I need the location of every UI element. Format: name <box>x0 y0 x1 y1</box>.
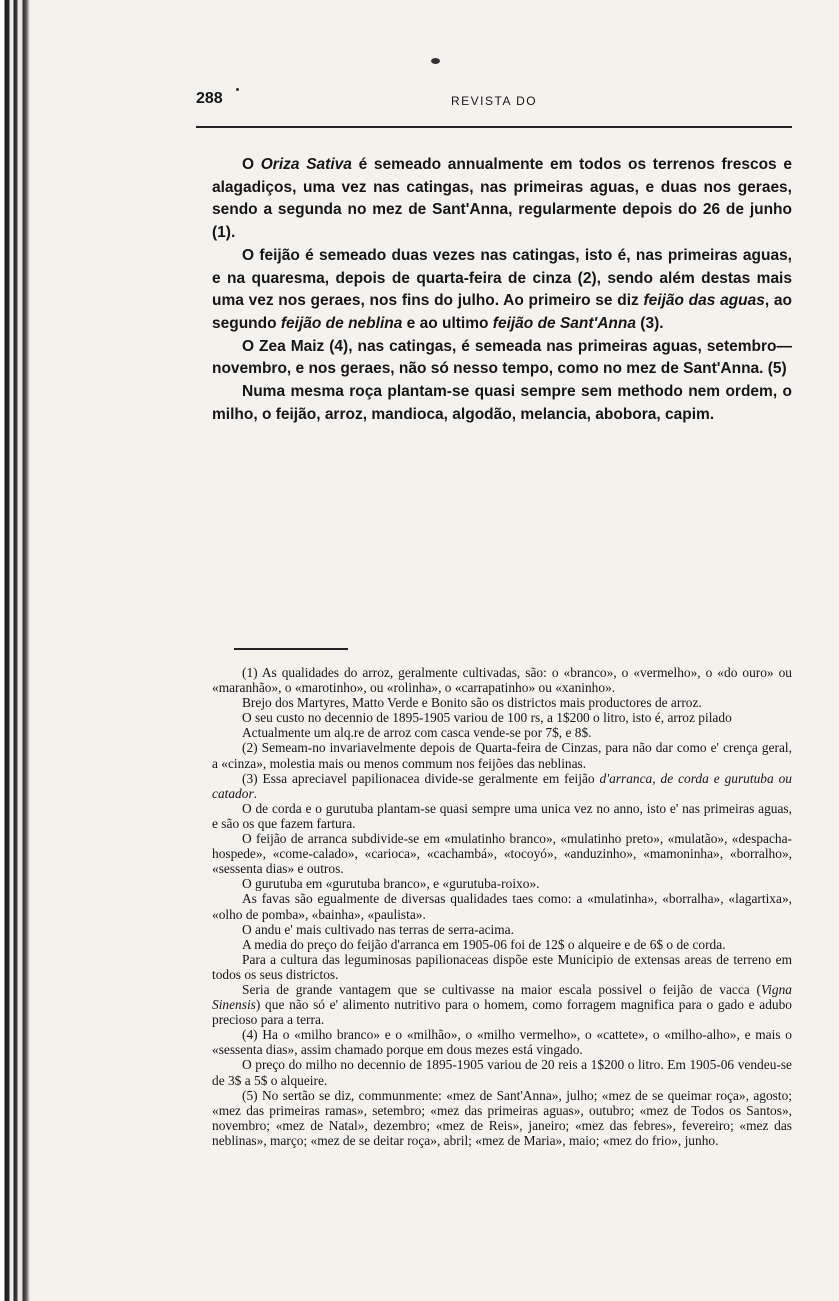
footnote-paragraph <box>212 801 792 831</box>
text-run: O de corda e o gurutuba plantam-se quasi sempre uma unica vez no anno, isto e' nas primeiras aguas, e são os que fazem fartura. <box>212 800 792 831</box>
page-header <box>196 90 796 112</box>
text-run: O preço do milho no decennio de 1895-1905 variou de 20 reis a 1$200 o litro. Em 1905-06 vendeu-se de 3$ a 5$ o alqueire. <box>212 1057 792 1088</box>
footnote-paragraph <box>212 665 792 695</box>
text-run: Brejo dos Martyres, Matto Verde e Bonito são os districtos mais productores de arroz. <box>242 695 702 711</box>
footnote-paragraph <box>212 922 792 937</box>
footnote-paragraph <box>212 1057 792 1087</box>
italic-run: Oriza Sativa <box>260 156 352 173</box>
text-run: Para a cultura das leguminosas papilionaceas dispõe este Municipio de extensas areas de terreno em todos os seus districtos. <box>212 951 792 982</box>
text-run: O feijão é semeado duas vezes nas catingas, isto é, nas primeiras aguas, e na quaresma, depois de quarta-feira de cinza (2), sendo além destas mais uma vez nos geraes, nos fins do julho. Ao primeiro se diz <box>212 246 792 310</box>
footnote-paragraph <box>212 982 792 1027</box>
body-paragraph <box>212 245 792 336</box>
book-binding-edge <box>0 0 34 1301</box>
ink-speck <box>431 58 440 64</box>
footnote-paragraph <box>212 1088 792 1148</box>
text-run: (2) Semeam-no invariavelmente depois de Quarta-feira de Cinzas, para não dar como e' crença geral, a «cinza», molestia mais ou menos commum nos feijões das neblinas. <box>212 740 792 771</box>
page-number: 288 <box>196 90 223 107</box>
footnote-paragraph <box>212 695 792 710</box>
footnote-paragraph <box>212 891 792 921</box>
footnote-paragraph <box>212 1027 792 1057</box>
body-text <box>212 154 792 426</box>
italic-run: feijão de Sant'Anna <box>492 314 636 332</box>
text-run: O feijão de arranca subdivide-se em «mulatinho branco», «mulatinho preto», «mulatão», «despacha-hospede», «come-calado», «carioca», «cachambá», «tocoyó», «anduzinho», «mamoninha», «borralho», «sessenta dias» e outros. <box>212 831 792 877</box>
text-run: Seria de grande vantagem que se cultivasse na maior escala possivel o feijão de vacca ( <box>242 981 761 997</box>
footnote-paragraph <box>212 952 792 982</box>
body-paragraph <box>212 381 792 426</box>
text-run: Numa mesma roça plantam-se quasi sempre sem methodo nem ordem, o milho, o feijão, arroz, mandioca, algodão, melancia, abobora, capim. <box>212 383 792 423</box>
text-run: O andu e' mais cultivado nas terras de serra-acima. <box>242 921 514 937</box>
text-run: O gurutuba em «gurutuba branco», e «gurutuba-roixo». <box>242 876 540 892</box>
text-run: (5) No sertão se diz, communmente: «mez de Sant'Anna», julho; «mez de se queimar roça», agosto; «mez das primeiras ramas», setembro; «mez das primeiras aguas», outubro; «mez de Todos os Santos», novembro; «mez de Natal», dezembro; «mez de Reis», janeiro; «mez das febres», fevereiro; «mez das neblinas», março; «mez de se deitar roça», abril; «mez de Maria», maio; «mez do frio», junho. <box>212 1087 792 1148</box>
body-paragraph <box>212 154 792 245</box>
text-run: O Zea Maiz (4), nas catingas, é semeada nas primeiras aguas, setembro—novembro, e nos geraes, não só nesso tempo, como no mez de Sant'Anna. (5) <box>212 337 792 378</box>
footnotes <box>212 665 792 1148</box>
footnote-paragraph <box>212 710 792 725</box>
italic-run: feijão das aguas <box>643 292 765 310</box>
footnote-paragraph <box>212 831 792 876</box>
text-run: O <box>242 156 261 173</box>
text-run: ) que não só e' alimento nutritivo para o homem, como forragem magnifica para o gado e adubo precioso para a terra. <box>212 997 792 1028</box>
text-run: , ao segundo <box>212 292 793 332</box>
text-run: (3). <box>636 314 664 332</box>
footnote-paragraph <box>212 740 792 770</box>
text-run: (4) Ha o «milho branco» e o «milhão», o «milho vermelho», o «cattete», o «milho-alho», e mais o «sessenta dias», assim chamado porque em dous mezes está vingado. <box>212 1027 792 1058</box>
text-run: . <box>253 785 258 801</box>
text-run: (3) Essa apreciavel papilionacea divide-se geralmente em feijão <box>242 770 600 786</box>
italic-run: feijão de neblina <box>280 314 403 332</box>
text-run: Actualmente um alq.re de arroz com casca vende-se por 7$, e 8$. <box>242 725 592 741</box>
footnote-paragraph <box>212 725 792 740</box>
footnote-separator <box>234 648 348 650</box>
text-run: é semeado annualmente em todos os terrenos frescos e alagadiços, uma vez nas catingas, nas primeiras aguas, e duas nos geraes, sendo a segunda no mez de Sant'Anna, regularmente depois do 26 de junho (1). <box>212 156 792 242</box>
text-run: e ao ultimo <box>402 314 493 332</box>
header-rule <box>196 126 792 128</box>
footnote-paragraph <box>212 876 792 891</box>
text-run: As favas são egualmente de diversas qualidades taes como: a «mulatinha», «borralha», «lagartixa», «olho de pomba», «bainha», «paulista». <box>212 891 792 922</box>
text-run: (1) As qualidades do arroz, geralmente cultivadas, são: o «branco», o «vermelho», o «do ouro» ou «maranhão», o «marotinho», ou «rolinha», o «carrapatinho» ou «xaninho». <box>212 665 792 696</box>
italic-run: Vigna Sinensis <box>212 981 792 1013</box>
footnote-paragraph <box>212 771 792 801</box>
body-paragraph <box>212 336 792 381</box>
text-run: A media do preço do feijão d'arranca em 1905-06 foi de 12$ o alqueire e de 6$ o de corda. <box>242 936 726 952</box>
running-head: REVISTA DO <box>451 94 538 108</box>
footnote-paragraph <box>212 937 792 952</box>
scanned-page <box>196 90 796 1148</box>
italic-run: d'arranca, de corda e gurutuba ou catador <box>212 770 792 801</box>
text-run: O seu custo no decennio de 1895-1905 variou de 100 rs, a 1$200 o litro, isto é, arroz pilado <box>242 710 732 726</box>
